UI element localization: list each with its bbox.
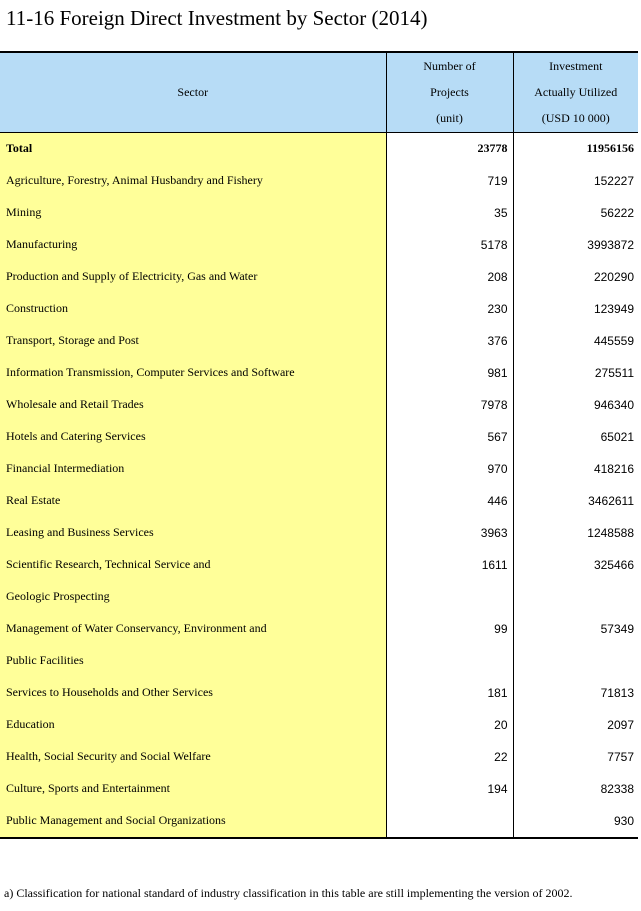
projects-cell: 981 <box>386 357 513 389</box>
table-row <box>0 389 638 421</box>
projects-cell: 970 <box>386 453 513 485</box>
table-row-continuation <box>0 581 638 613</box>
table-row <box>0 357 638 389</box>
table-row-continuation <box>0 645 638 677</box>
header-investment-line: Actually Utilized <box>534 85 618 100</box>
investment-cell: 123949 <box>513 293 638 325</box>
table-row <box>0 325 638 357</box>
page-title: 11-16 Foreign Direct Investment by Sector (2014) <box>6 6 428 30</box>
projects-cell: 376 <box>386 325 513 357</box>
investment-cell: 930 <box>513 805 638 838</box>
sector-cell: Services to Households and Other Services <box>0 677 386 709</box>
header-projects <box>386 52 513 132</box>
table-row <box>0 197 638 229</box>
sector-cell: Total <box>0 132 386 165</box>
investment-cell: 946340 <box>513 389 638 421</box>
investment-cell: 445559 <box>513 325 638 357</box>
investment-cell: 1248588 <box>513 517 638 549</box>
sector-cell: Public Facilities <box>0 645 386 677</box>
investment-cell: 57349 <box>513 613 638 645</box>
projects-cell: 1611 <box>386 549 513 581</box>
projects-cell <box>386 581 513 613</box>
sector-cell: Health, Social Security and Social Welfare <box>0 741 386 773</box>
projects-cell: 20 <box>386 709 513 741</box>
header-sector: Sector <box>0 52 386 132</box>
sector-cell: Production and Supply of Electricity, Gas and Water <box>0 261 386 293</box>
sector-cell: Construction <box>0 293 386 325</box>
investment-cell <box>513 645 638 677</box>
projects-cell: 230 <box>386 293 513 325</box>
investment-cell: 2097 <box>513 709 638 741</box>
investment-cell: 275511 <box>513 357 638 389</box>
table-row <box>0 741 638 773</box>
table-row <box>0 549 638 581</box>
table-row <box>0 709 638 741</box>
header-projects-line: Projects <box>430 85 469 100</box>
table-row <box>0 677 638 709</box>
header-projects-unit: (unit) <box>436 111 463 126</box>
sector-cell: Leasing and Business Services <box>0 517 386 549</box>
investment-cell: 220290 <box>513 261 638 293</box>
projects-cell: 5178 <box>386 229 513 261</box>
investment-cell <box>513 581 638 613</box>
table-row <box>0 613 638 645</box>
projects-cell: 99 <box>386 613 513 645</box>
investment-cell: 11956156 <box>513 132 638 165</box>
table-row <box>0 453 638 485</box>
projects-cell: 181 <box>386 677 513 709</box>
fdi-sector-table <box>0 51 638 839</box>
table-row <box>0 485 638 517</box>
projects-cell: 22 <box>386 741 513 773</box>
sector-cell: Management of Water Conservancy, Environment and <box>0 613 386 645</box>
investment-cell: 82338 <box>513 773 638 805</box>
projects-cell <box>386 805 513 838</box>
projects-cell: 567 <box>386 421 513 453</box>
projects-cell: 3963 <box>386 517 513 549</box>
sector-cell: Wholesale and Retail Trades <box>0 389 386 421</box>
sector-cell: Real Estate <box>0 485 386 517</box>
header-projects-line: Number of <box>423 59 476 74</box>
sector-cell: Hotels and Catering Services <box>0 421 386 453</box>
projects-cell: 719 <box>386 165 513 197</box>
sector-cell: Agriculture, Forestry, Animal Husbandry and Fishery <box>0 165 386 197</box>
projects-cell: 208 <box>386 261 513 293</box>
table-row <box>0 165 638 197</box>
sector-cell: Mining <box>0 197 386 229</box>
header-investment <box>513 52 638 132</box>
header-investment-line: Investment <box>549 59 603 74</box>
sector-cell: Public Management and Social Organizations <box>0 805 386 838</box>
table-row <box>0 517 638 549</box>
investment-cell: 65021 <box>513 421 638 453</box>
table-row <box>0 293 638 325</box>
projects-cell: 7978 <box>386 389 513 421</box>
projects-cell: 194 <box>386 773 513 805</box>
sector-cell: Manufacturing <box>0 229 386 261</box>
projects-cell: 23778 <box>386 132 513 165</box>
investment-cell: 71813 <box>513 677 638 709</box>
sector-cell: Financial Intermediation <box>0 453 386 485</box>
table-row <box>0 421 638 453</box>
table-row <box>0 773 638 805</box>
sector-cell: Geologic Prospecting <box>0 581 386 613</box>
investment-cell: 3462611 <box>513 485 638 517</box>
table-row <box>0 229 638 261</box>
sector-cell: Scientific Research, Technical Service and <box>0 549 386 581</box>
header-investment-unit: (USD 10 000) <box>541 111 610 126</box>
investment-cell: 56222 <box>513 197 638 229</box>
investment-cell: 7757 <box>513 741 638 773</box>
sector-cell: Education <box>0 709 386 741</box>
table-header-row <box>0 52 638 132</box>
projects-cell <box>386 645 513 677</box>
sector-cell: Transport, Storage and Post <box>0 325 386 357</box>
investment-cell: 3993872 <box>513 229 638 261</box>
table-row <box>0 805 638 838</box>
footnote: a) Classification for national standard of industry classification in this table are still implementing the version of 2002. <box>4 886 573 900</box>
investment-cell: 152227 <box>513 165 638 197</box>
sector-cell: Culture, Sports and Entertainment <box>0 773 386 805</box>
sector-cell: Information Transmission, Computer Services and Software <box>0 357 386 389</box>
projects-cell: 35 <box>386 197 513 229</box>
projects-cell: 446 <box>386 485 513 517</box>
investment-cell: 325466 <box>513 549 638 581</box>
table-row-total <box>0 132 638 165</box>
table-row <box>0 261 638 293</box>
investment-cell: 418216 <box>513 453 638 485</box>
